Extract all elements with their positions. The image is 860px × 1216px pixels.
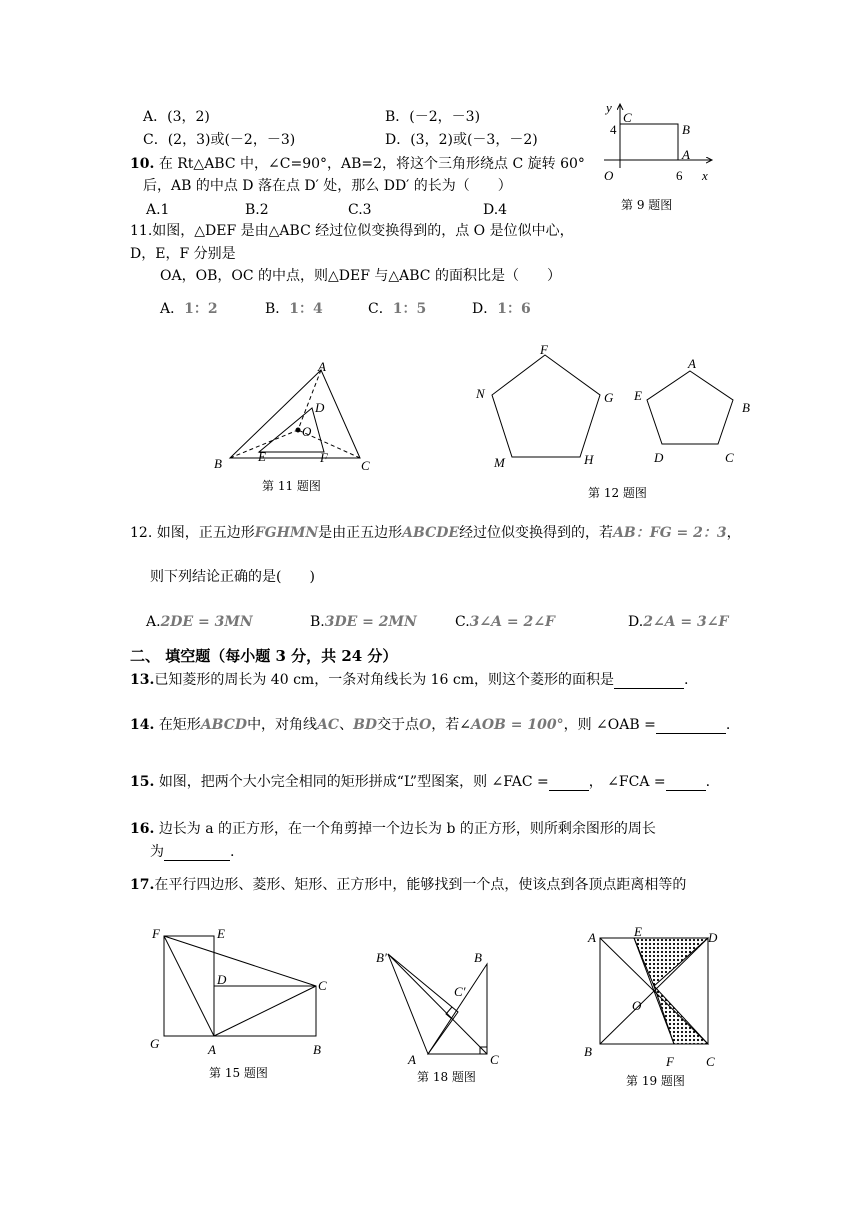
- label-e: E: [634, 924, 642, 939]
- label-m: M: [494, 455, 505, 470]
- line-fa: [164, 936, 214, 1036]
- section-2-title: 二、 填空题（每小题 3 分，共 24 分）: [130, 647, 398, 665]
- q11-line-2: D，E，F 分别是: [130, 246, 236, 262]
- label-e: E: [217, 926, 225, 941]
- q12-option-c: C.3∠A = 2∠F: [455, 614, 555, 630]
- q10-text-1: 在 Rt△ABC 中，∠C=90°，AB=2，将这个三角形绕点 C 旋转 60°: [158, 156, 585, 172]
- caption-figure-12: 第 12 题图: [588, 486, 647, 500]
- q12-option-a-value: 2DE = 3MN: [160, 614, 253, 630]
- label-b: B: [474, 950, 482, 965]
- label-d: D: [654, 450, 664, 465]
- label-c: C: [361, 458, 370, 473]
- label-o: O: [302, 424, 312, 439]
- q14: 14. 在矩形ABCD中，对角线AC、BD交于点O，若∠AOB = 100°，则 ∠OAB = .: [130, 717, 731, 733]
- pentagon-abcde: [647, 371, 733, 444]
- caption-figure-9: 第 9 题图: [621, 198, 673, 212]
- point-o: [296, 428, 301, 433]
- q9-option-b: B．(－2，－3): [385, 109, 481, 125]
- q11-option-a: A．1：2: [160, 301, 218, 317]
- figure-18: [372, 942, 512, 1067]
- label-c-prime: C′: [454, 984, 466, 999]
- q9-option-d: D．(3，2)或(－3，－2): [385, 132, 538, 148]
- label-h: H: [584, 452, 594, 467]
- label-c: C: [706, 1054, 715, 1069]
- label-a: A: [688, 356, 696, 371]
- q11-option-c-value: 1：5: [392, 301, 427, 317]
- figure-12: [470, 340, 760, 475]
- label-g: G: [604, 390, 614, 405]
- q10-option-d: D.4: [483, 202, 508, 218]
- figure-19: [580, 922, 730, 1072]
- figure-11: [208, 358, 378, 476]
- caption-figure-15: 第 15 题图: [209, 1066, 268, 1080]
- label-g: G: [150, 1036, 160, 1051]
- label-b: B: [584, 1044, 592, 1059]
- label-a: A: [588, 930, 596, 945]
- q11-option-d: D．1：6: [472, 301, 531, 317]
- line-ac: [214, 986, 316, 1036]
- label-x: x: [702, 168, 708, 183]
- rectangle-oabc: [620, 124, 678, 160]
- label-b: B: [682, 122, 690, 137]
- triangle-abc: [428, 964, 487, 1054]
- q9-option-a: A．(3，2): [143, 109, 210, 125]
- label-c: C: [318, 978, 327, 993]
- q17: 17.在平行四边形、菱形、矩形、正方形中，能够找到一个点，使该点到各顶点距离相等的: [130, 877, 687, 893]
- q11-option-c: C．1：5: [368, 301, 427, 317]
- figure-15: [146, 920, 346, 1060]
- label-f: F: [540, 342, 548, 357]
- label-y: y: [606, 100, 612, 115]
- q10-number: 10.: [130, 156, 155, 172]
- q10-line-1: [130, 155, 585, 173]
- q12-line-1: 12. 如图，正五边形FGHMN是由正五边形ABCDE经过位似变换得到的，若AB：FG = 2：3，: [130, 525, 741, 541]
- q15-answer-blank-1[interactable]: [549, 776, 589, 791]
- triangle-ab-c: [388, 954, 458, 1054]
- label-c: C: [725, 450, 734, 465]
- label-e: E: [634, 388, 642, 403]
- q11-option-a-value: 1：2: [184, 301, 218, 317]
- shaded-triangle-eod: [634, 938, 708, 986]
- label-c: C: [490, 1052, 499, 1067]
- q14-answer-blank[interactable]: [656, 719, 726, 734]
- q10-option-c: C.3: [348, 202, 372, 218]
- q10-line-2: 后，AB 的中点 D 落在点 D′ 处，那么 DD′ 的长为（ ）: [143, 178, 512, 194]
- q11-line-1: 11.如图，△DEF 是由△ABC 经过位似变换得到的，点 O 是位似中心，: [130, 223, 574, 239]
- label-b: B: [214, 456, 222, 471]
- label-c: C: [623, 110, 632, 125]
- triangle-abc: [230, 370, 360, 458]
- label-six: 6: [676, 168, 683, 183]
- shaded-triangle-ofc: [654, 986, 708, 1044]
- label-f: F: [666, 1054, 674, 1069]
- label-d: D: [217, 972, 227, 987]
- label-n: N: [476, 386, 485, 401]
- q11-option-b-value: 1：4: [289, 301, 323, 317]
- q16-line-2: 为 .: [150, 844, 235, 860]
- label-b: B: [313, 1042, 321, 1057]
- label-o: O: [604, 168, 614, 183]
- label-a: A: [208, 1042, 216, 1057]
- q15-answer-blank-2[interactable]: [666, 776, 706, 791]
- q13-answer-blank[interactable]: [614, 674, 684, 689]
- q12-option-b-value: 3DE = 2MN: [324, 614, 417, 630]
- q16-answer-blank[interactable]: [164, 846, 230, 861]
- label-b: B: [742, 400, 750, 415]
- q12-option-b: B.3DE = 2MN: [310, 614, 417, 630]
- q12-pentagon-fghmn: FGHMN: [254, 525, 319, 541]
- q13: 13.已知菱形的周长为 40 cm，一条对角线长为 16 cm，则这个菱形的面积是 .: [130, 672, 689, 688]
- label-a: A: [682, 147, 690, 162]
- label-a: A: [318, 359, 326, 374]
- q11-option-b: B．1：4: [265, 301, 323, 317]
- label-f: F: [320, 450, 328, 465]
- q12-line-2: 则下列结论正确的是( ): [150, 569, 315, 585]
- label-a: A: [408, 1052, 416, 1067]
- q10-option-a: A.1: [146, 202, 170, 218]
- line-fc: [164, 936, 316, 986]
- label-b-prime: B′: [376, 950, 387, 965]
- label-e: E: [258, 449, 266, 464]
- q12-option-a: A.2DE = 3MN: [146, 614, 253, 630]
- q10-option-b: B.2: [245, 202, 269, 218]
- q9-option-c: C．(2，3)或(－2，－3): [143, 132, 296, 148]
- label-d: D: [315, 400, 325, 415]
- q11-line-3: OA，OB，OC 的中点，则△DEF 与△ABC 的面积比是（ ）: [160, 268, 561, 284]
- figure-9: [596, 98, 726, 188]
- q12-ratio: AB：FG = 2：3: [613, 525, 727, 541]
- label-o: O: [632, 998, 642, 1013]
- q12-option-d: D.2∠A = 3∠F: [628, 614, 729, 630]
- q11-option-d-value: 1：6: [497, 301, 531, 317]
- caption-figure-18: 第 18 题图: [417, 1070, 476, 1084]
- pentagon-fghmn: [492, 355, 600, 457]
- caption-figure-11: 第 11 题图: [262, 479, 321, 493]
- label-f: F: [152, 926, 160, 941]
- label-d: D: [708, 930, 718, 945]
- label-four: 4: [610, 122, 617, 137]
- q12-option-d-value: 2∠A = 3∠F: [643, 614, 729, 630]
- q12-pentagon-abcde: ABCDE: [402, 525, 460, 541]
- caption-figure-19: 第 19 题图: [626, 1074, 685, 1088]
- q16-line-1: 16. 边长为 a 的正方形，在一个角剪掉一个边长为 b 的正方形，则所剩余图形的周长: [130, 821, 656, 837]
- q15: 15. 如图，把两个大小完全相同的矩形拼成“L”型图案，则 ∠FAC = ， ∠FCA = .: [130, 774, 711, 790]
- q12-option-c-value: 3∠A = 2∠F: [469, 614, 555, 630]
